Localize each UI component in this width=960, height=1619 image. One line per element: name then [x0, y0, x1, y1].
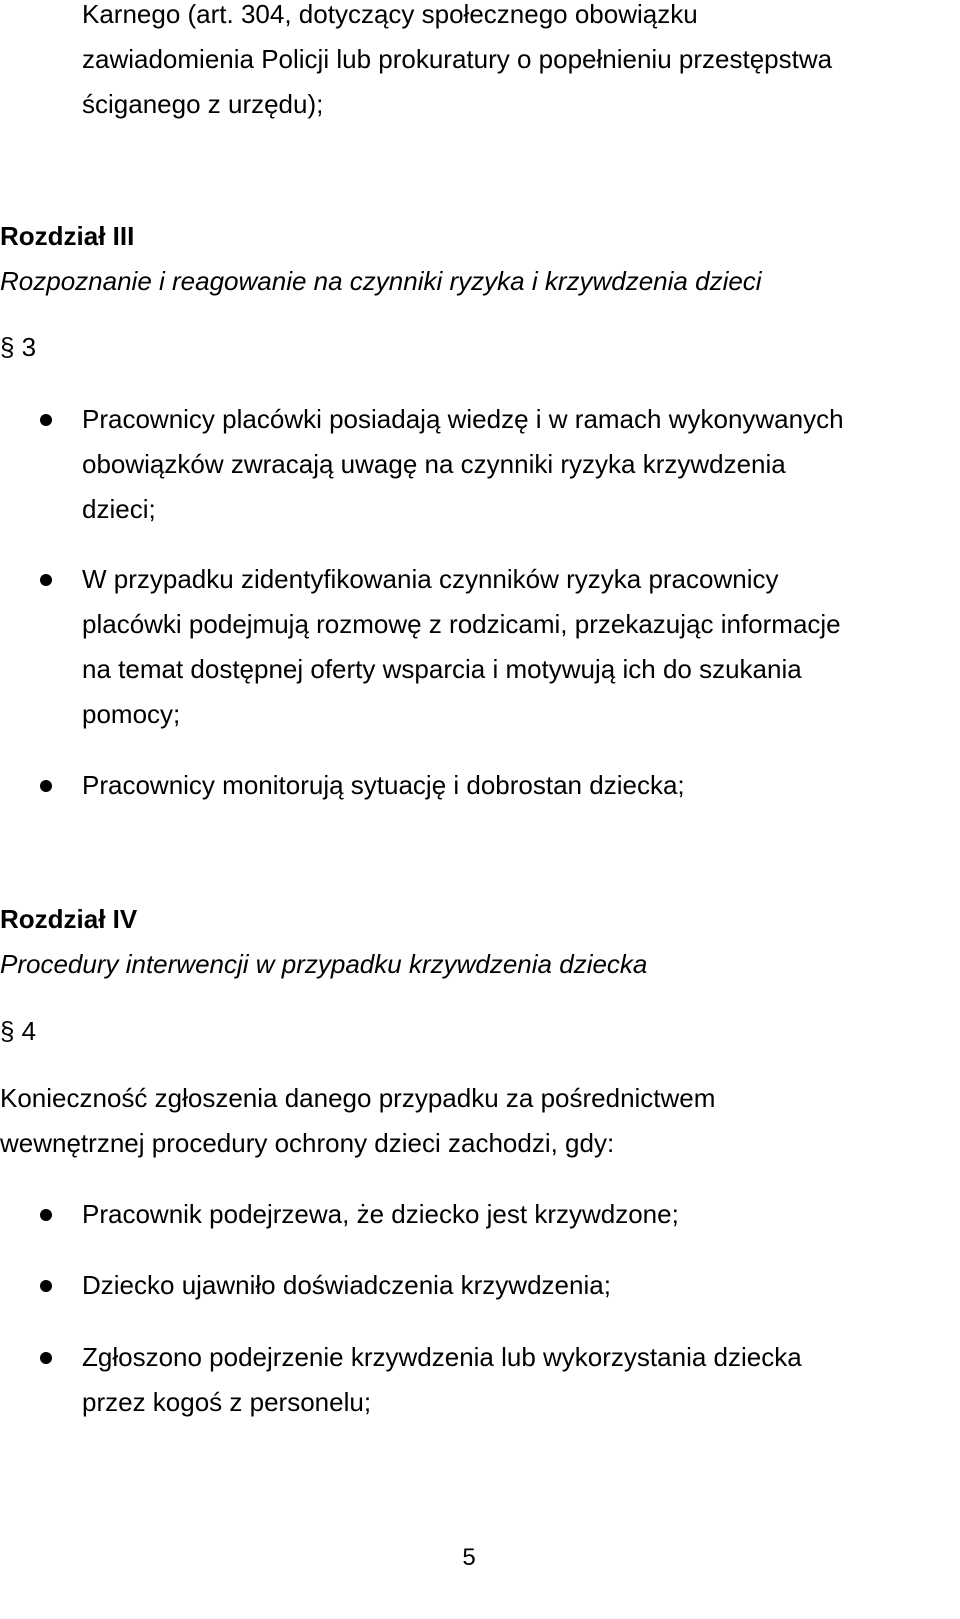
list-item-line: na temat dostępnej oferty wsparcia i motywują ich do szukania — [82, 654, 802, 684]
list-item-text — [82, 1335, 942, 1425]
top-paragraph-line: ściganego z urzędu); — [82, 89, 324, 119]
top-paragraph-line: Karnego (art. 304, dotyczący społecznego obowiązku — [82, 0, 698, 29]
list-item-text — [82, 763, 942, 808]
chapter-4-heading: Rozdział IV — [0, 904, 138, 934]
chapter-4-intro-line: wewnętrznej procedury ochrony dzieci zachodzi, gdy: — [0, 1128, 615, 1158]
section-3-mark: § 3 — [0, 332, 37, 362]
list-item-line: dzieci; — [82, 494, 156, 524]
bullet-dot-icon — [40, 780, 52, 792]
chapter-3-subtitle: Rozpoznanie i reagowanie na czynniki ryzyka i krzywdzenia dzieci — [0, 266, 762, 296]
chapter-4-subtitle: Procedury interwencji w przypadku krzywdzenia dziecka — [0, 949, 648, 979]
list-item-text — [82, 397, 942, 532]
list-item-text — [82, 557, 942, 737]
list-item-line: obowiązków zwracają uwagę na czynniki ryzyka krzywdzenia — [82, 449, 786, 479]
bullet-dot-icon — [40, 414, 52, 426]
page-number: 5 — [462, 1544, 476, 1571]
bullet-dot-icon — [40, 1209, 52, 1221]
list-item-text — [82, 1192, 942, 1237]
chapter-3-heading: Rozdział III — [0, 221, 135, 251]
list-item-line: Pracownicy monitorują sytuację i dobrostan dziecka; — [82, 770, 685, 800]
list-item-line: Pracownicy placówki posiadają wiedzę i w ramach wykonywanych — [82, 404, 844, 434]
list-item-line: W przypadku zidentyfikowania czynników ryzyka pracownicy — [82, 564, 779, 594]
bullet-dot-icon — [40, 1280, 52, 1292]
list-item-line: placówki podejmują rozmowę z rodzicami, przekazując informacje — [82, 609, 841, 639]
list-item-line: pomocy; — [82, 699, 181, 729]
chapter-4-intro-line: Konieczność zgłoszenia danego przypadku za pośrednictwem — [0, 1083, 716, 1113]
chapter-4-intro — [0, 1076, 950, 1166]
list-item-line: Zgłoszono podejrzenie krzywdzenia lub wykorzystania dziecka — [82, 1342, 802, 1372]
section-4-mark: § 4 — [0, 1016, 37, 1046]
list-item-text — [82, 1263, 942, 1308]
chapter-4-header — [0, 897, 950, 987]
top-paragraph — [82, 0, 942, 127]
top-paragraph-line: zawiadomienia Policji lub prokuratury o popełnieniu przestępstwa — [82, 44, 833, 74]
list-item-line: przez kogoś z personelu; — [82, 1387, 372, 1417]
bullet-dot-icon — [40, 1352, 52, 1364]
list-item-line: Dziecko ujawniło doświadczenia krzywdzenia; — [82, 1270, 611, 1300]
list-item-line: Pracownik podejrzewa, że dziecko jest krzywdzone; — [82, 1199, 679, 1229]
chapter-3-header — [0, 214, 950, 304]
bullet-dot-icon — [40, 574, 52, 586]
